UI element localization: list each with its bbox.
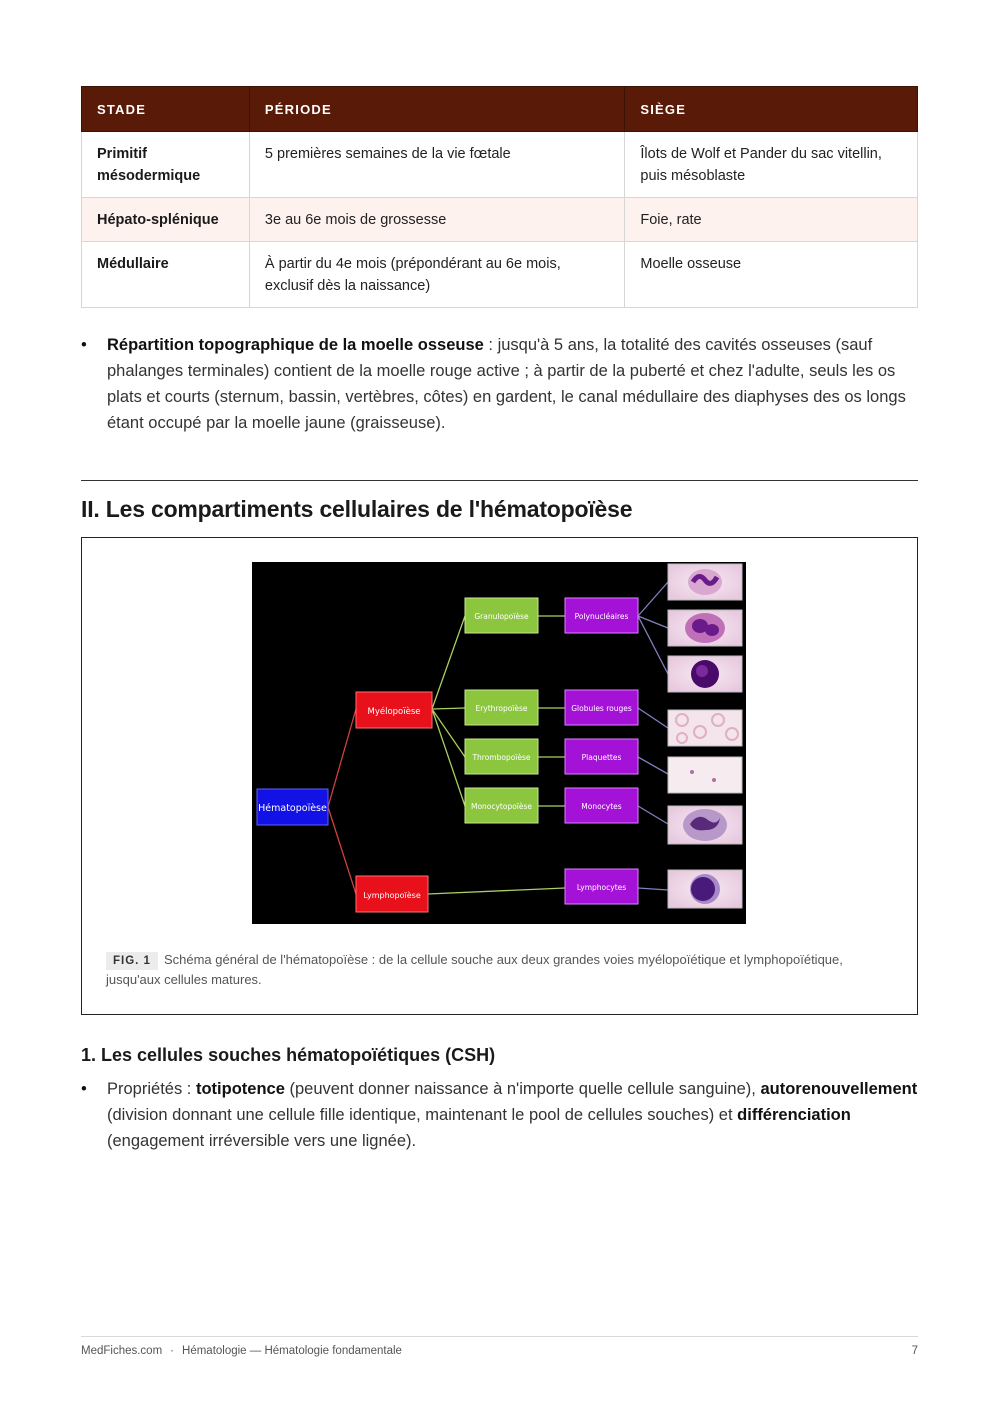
label-myelo: Myélopoïèse bbox=[367, 707, 421, 717]
cell-site: Moelle osseuse bbox=[625, 242, 918, 308]
footer-breadcrumb: Hématologie — Hématologie fondamentale bbox=[182, 1345, 402, 1357]
page-number: 7 bbox=[911, 1345, 918, 1357]
table-header-row bbox=[82, 87, 918, 132]
cell-nodes bbox=[565, 598, 638, 904]
stages-table bbox=[81, 86, 918, 308]
lineage-labels bbox=[471, 612, 532, 811]
page-footer bbox=[81, 1336, 918, 1357]
header-siege: SIÈGE bbox=[625, 87, 918, 132]
section-title: II. Les compartiments cellulaires de l'hématopoïèse bbox=[81, 496, 633, 522]
text-part: (engagement irréversible vers une lignée). bbox=[107, 1132, 417, 1150]
bullet-topographie bbox=[81, 332, 918, 436]
footer-left bbox=[81, 1345, 402, 1357]
diagram-svg bbox=[252, 562, 746, 924]
cell-period: À partir du 4e mois (prépondérant au 6e mois, exclusif dès la naissance) bbox=[249, 242, 624, 308]
label-thrombopoiese: Thrombopoïèse bbox=[472, 753, 531, 762]
node-myelopoiese bbox=[356, 692, 432, 728]
label-monocytopoiese: Monocytopoïèse bbox=[470, 802, 533, 811]
cell-stage: Hépato-splénique bbox=[82, 198, 250, 242]
label-lympho: Lymphopoïèse bbox=[363, 891, 421, 900]
table-row bbox=[82, 198, 918, 242]
bold-term: autorenouvellement bbox=[760, 1080, 918, 1098]
label-plaquettes: Plaquettes bbox=[581, 753, 622, 762]
figure-tag: FIG. 1 bbox=[106, 952, 158, 970]
micrograph-eosinophil bbox=[668, 610, 742, 646]
text-part: (peuvent donner naissance à n'importe quelle cellule sanguine), bbox=[284, 1080, 761, 1098]
cell-stage: Médullaire bbox=[82, 242, 250, 308]
table-row bbox=[82, 242, 918, 308]
label-granulopoiese: Granulopoïèse bbox=[474, 612, 529, 621]
label-lymphocytes: Lymphocytes bbox=[576, 883, 627, 892]
node-lymphopoiese bbox=[356, 876, 428, 912]
label-root: Hématopoïèse bbox=[258, 803, 327, 814]
figure-caption-text: Schéma général de l'hématopoïèse : de la cellule souche aux deux grandes voies myélopoïétique et lymphopoïétique, jusqu'aux cellules matures. bbox=[106, 952, 843, 987]
figure-caption bbox=[106, 950, 896, 990]
micrograph-basophil bbox=[668, 656, 742, 692]
table-row bbox=[82, 132, 918, 198]
micrograph-lymphocyte bbox=[668, 870, 742, 908]
label-monocytes: Monocytes bbox=[581, 802, 622, 811]
figure-hematopoiese bbox=[81, 537, 918, 1015]
cell-period: 3e au 6e mois de grossesse bbox=[249, 198, 624, 242]
footer-separator: · bbox=[170, 1345, 175, 1357]
section-divider bbox=[81, 480, 918, 481]
micrograph-red-cells bbox=[668, 710, 742, 746]
cell-site: Foie, rate bbox=[625, 198, 918, 242]
page-content bbox=[81, 86, 918, 1154]
micrograph-neutrophil bbox=[668, 564, 742, 600]
bold-term: différenciation bbox=[737, 1106, 851, 1124]
header-periode: PÉRIODE bbox=[249, 87, 624, 132]
label-globules-rouges: Globules rouges bbox=[571, 704, 632, 713]
label-polynucleaires: Polynucléaires bbox=[574, 612, 629, 621]
footer-site: MedFiches.com bbox=[81, 1345, 163, 1357]
text-part: Propriétés : bbox=[107, 1080, 196, 1098]
subsection-title: 1. Les cellules souches hématopoïétiques (CSH) bbox=[81, 1045, 496, 1065]
micrograph-monocyte bbox=[668, 806, 742, 844]
header-stade: STADE bbox=[82, 87, 250, 132]
micrograph-platelets bbox=[668, 757, 742, 793]
bold-term: totipotence bbox=[195, 1080, 285, 1098]
cell-period: 5 premières semaines de la vie fœtale bbox=[249, 132, 624, 198]
text-part: (division donnant une cellule fille identique, maintenant le pool de cellules souches) et bbox=[107, 1106, 738, 1124]
bullet-bold-term: Répartition topographique de la moelle osseuse bbox=[107, 336, 484, 354]
cell-site: Îlots de Wolf et Pander du sac vitellin, puis mésoblaste bbox=[625, 132, 918, 198]
cell-stage: Primitif mésodermique bbox=[82, 132, 250, 198]
node-root bbox=[257, 789, 328, 825]
bullet-proprietes bbox=[81, 1076, 918, 1154]
label-erythropoiese: Erythropoïèse bbox=[475, 704, 528, 713]
hematopoiesis-diagram bbox=[252, 562, 746, 924]
bullet-text: : jusqu'à 5 ans, la totalité des cavités osseuses (sauf phalanges terminales) contient de la moelle rouge active ; à partir de la puberté et chez l'adulte, seuls les os plats et courts (sternum, bassin, vertèbres, côtes) en gardent, le canal médullaire des diaphyses des os longs étant occupé par la moelle jaune (graisseuse). bbox=[107, 336, 906, 432]
